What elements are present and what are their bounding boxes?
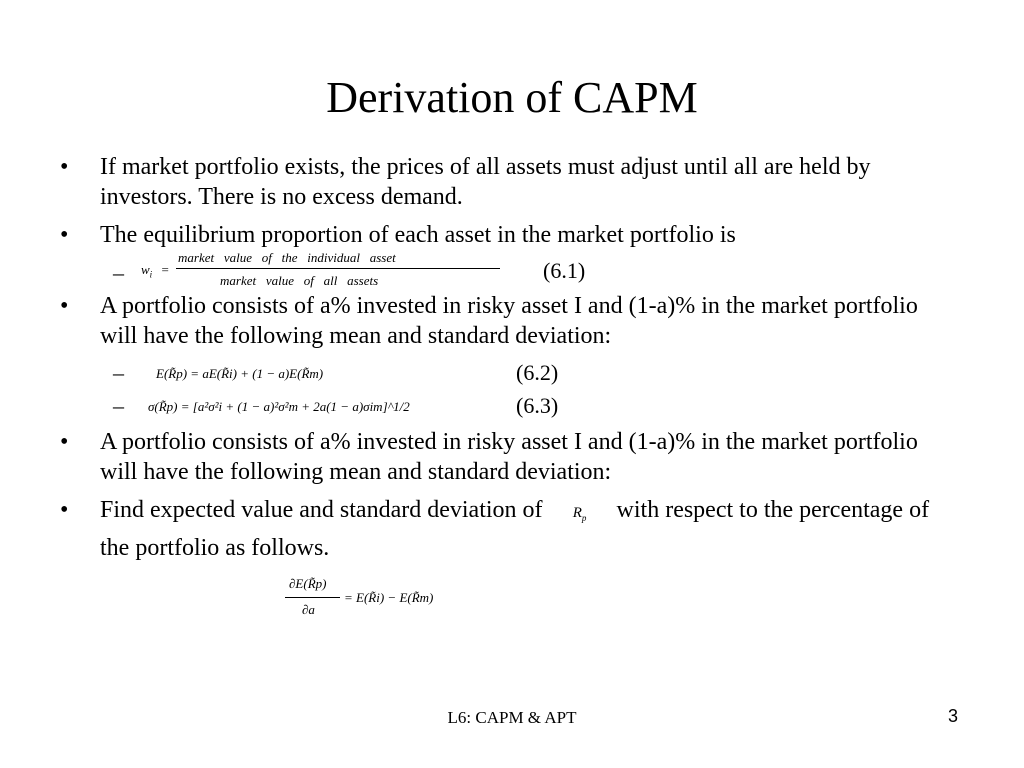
bullet-2 (60, 220, 960, 250)
dash-6-2: – (113, 360, 124, 385)
eq-6-1-lhs: $w_i$ = (141, 262, 169, 280)
bullet-1 (60, 152, 960, 212)
eq-6-3-number: (6.3) (516, 393, 559, 418)
bullet-5-text-start: Find expected value and standard deviation of (100, 497, 543, 523)
bullet-dot: • (60, 222, 69, 248)
bullet-dot: • (60, 429, 69, 455)
bullet-5 (60, 495, 960, 563)
eq-6-1-number: (6.1) (543, 258, 586, 283)
bullet-1-text: If market portfolio exists, the prices of all assets must adjust until all are held by investors. There is no excess demand. (100, 154, 871, 210)
bullet-5-text-end: with respect to the percentage of the portfolio as follows. (100, 497, 930, 561)
bullet-dot: • (60, 293, 69, 319)
dash-6-3: – (113, 393, 124, 418)
eq-6-1-numerator: market value of the individual asset (178, 250, 396, 265)
derivative-denominator: ∂a (302, 602, 315, 617)
slide-title: Derivation of CAPM (326, 73, 698, 122)
dash-6-1: – (113, 260, 124, 285)
inline-rp-symbol: $R_p$ (572, 505, 587, 523)
eq-6-1-fraction-bar (176, 268, 500, 269)
derivative-rhs: = E(R̃i) − E(R̃m) (344, 590, 434, 605)
bullet-4-text: A portfolio consists of a% invested in risky asset I and (1-a)% in the market portfolio will have the following mean and standard deviation: (100, 429, 918, 485)
eq-6-3-formula: σ(R̃p) = [a²σ²i + (1 − a)²σ²m + 2a(1 − a)σim]^1/2 (148, 399, 410, 414)
page-number: 3 (948, 706, 959, 726)
footer-text: L6: CAPM & APT (447, 708, 577, 727)
derivative-fraction-bar (285, 597, 340, 598)
eq-6-1-denominator: market value of all assets (220, 273, 379, 288)
eq-6-2-number: (6.2) (516, 360, 559, 385)
bullet-3-text: A portfolio consists of a% invested in risky asset I and (1-a)% in the market portfolio will have the following mean and standard deviation: (100, 293, 918, 349)
derivative-numerator: ∂E(R̃p) (289, 576, 327, 591)
bullet-dot: • (60, 154, 69, 180)
bullet-dot: • (60, 497, 69, 523)
eq-6-2-formula: E(R̃p) = aE(R̃i) + (1 − a)E(R̃m) (156, 366, 324, 381)
bullet-3 (60, 291, 960, 351)
bullet-2-text: The equilibrium proportion of each asset in the market portfolio is (100, 222, 736, 248)
bullet-4 (60, 427, 960, 487)
